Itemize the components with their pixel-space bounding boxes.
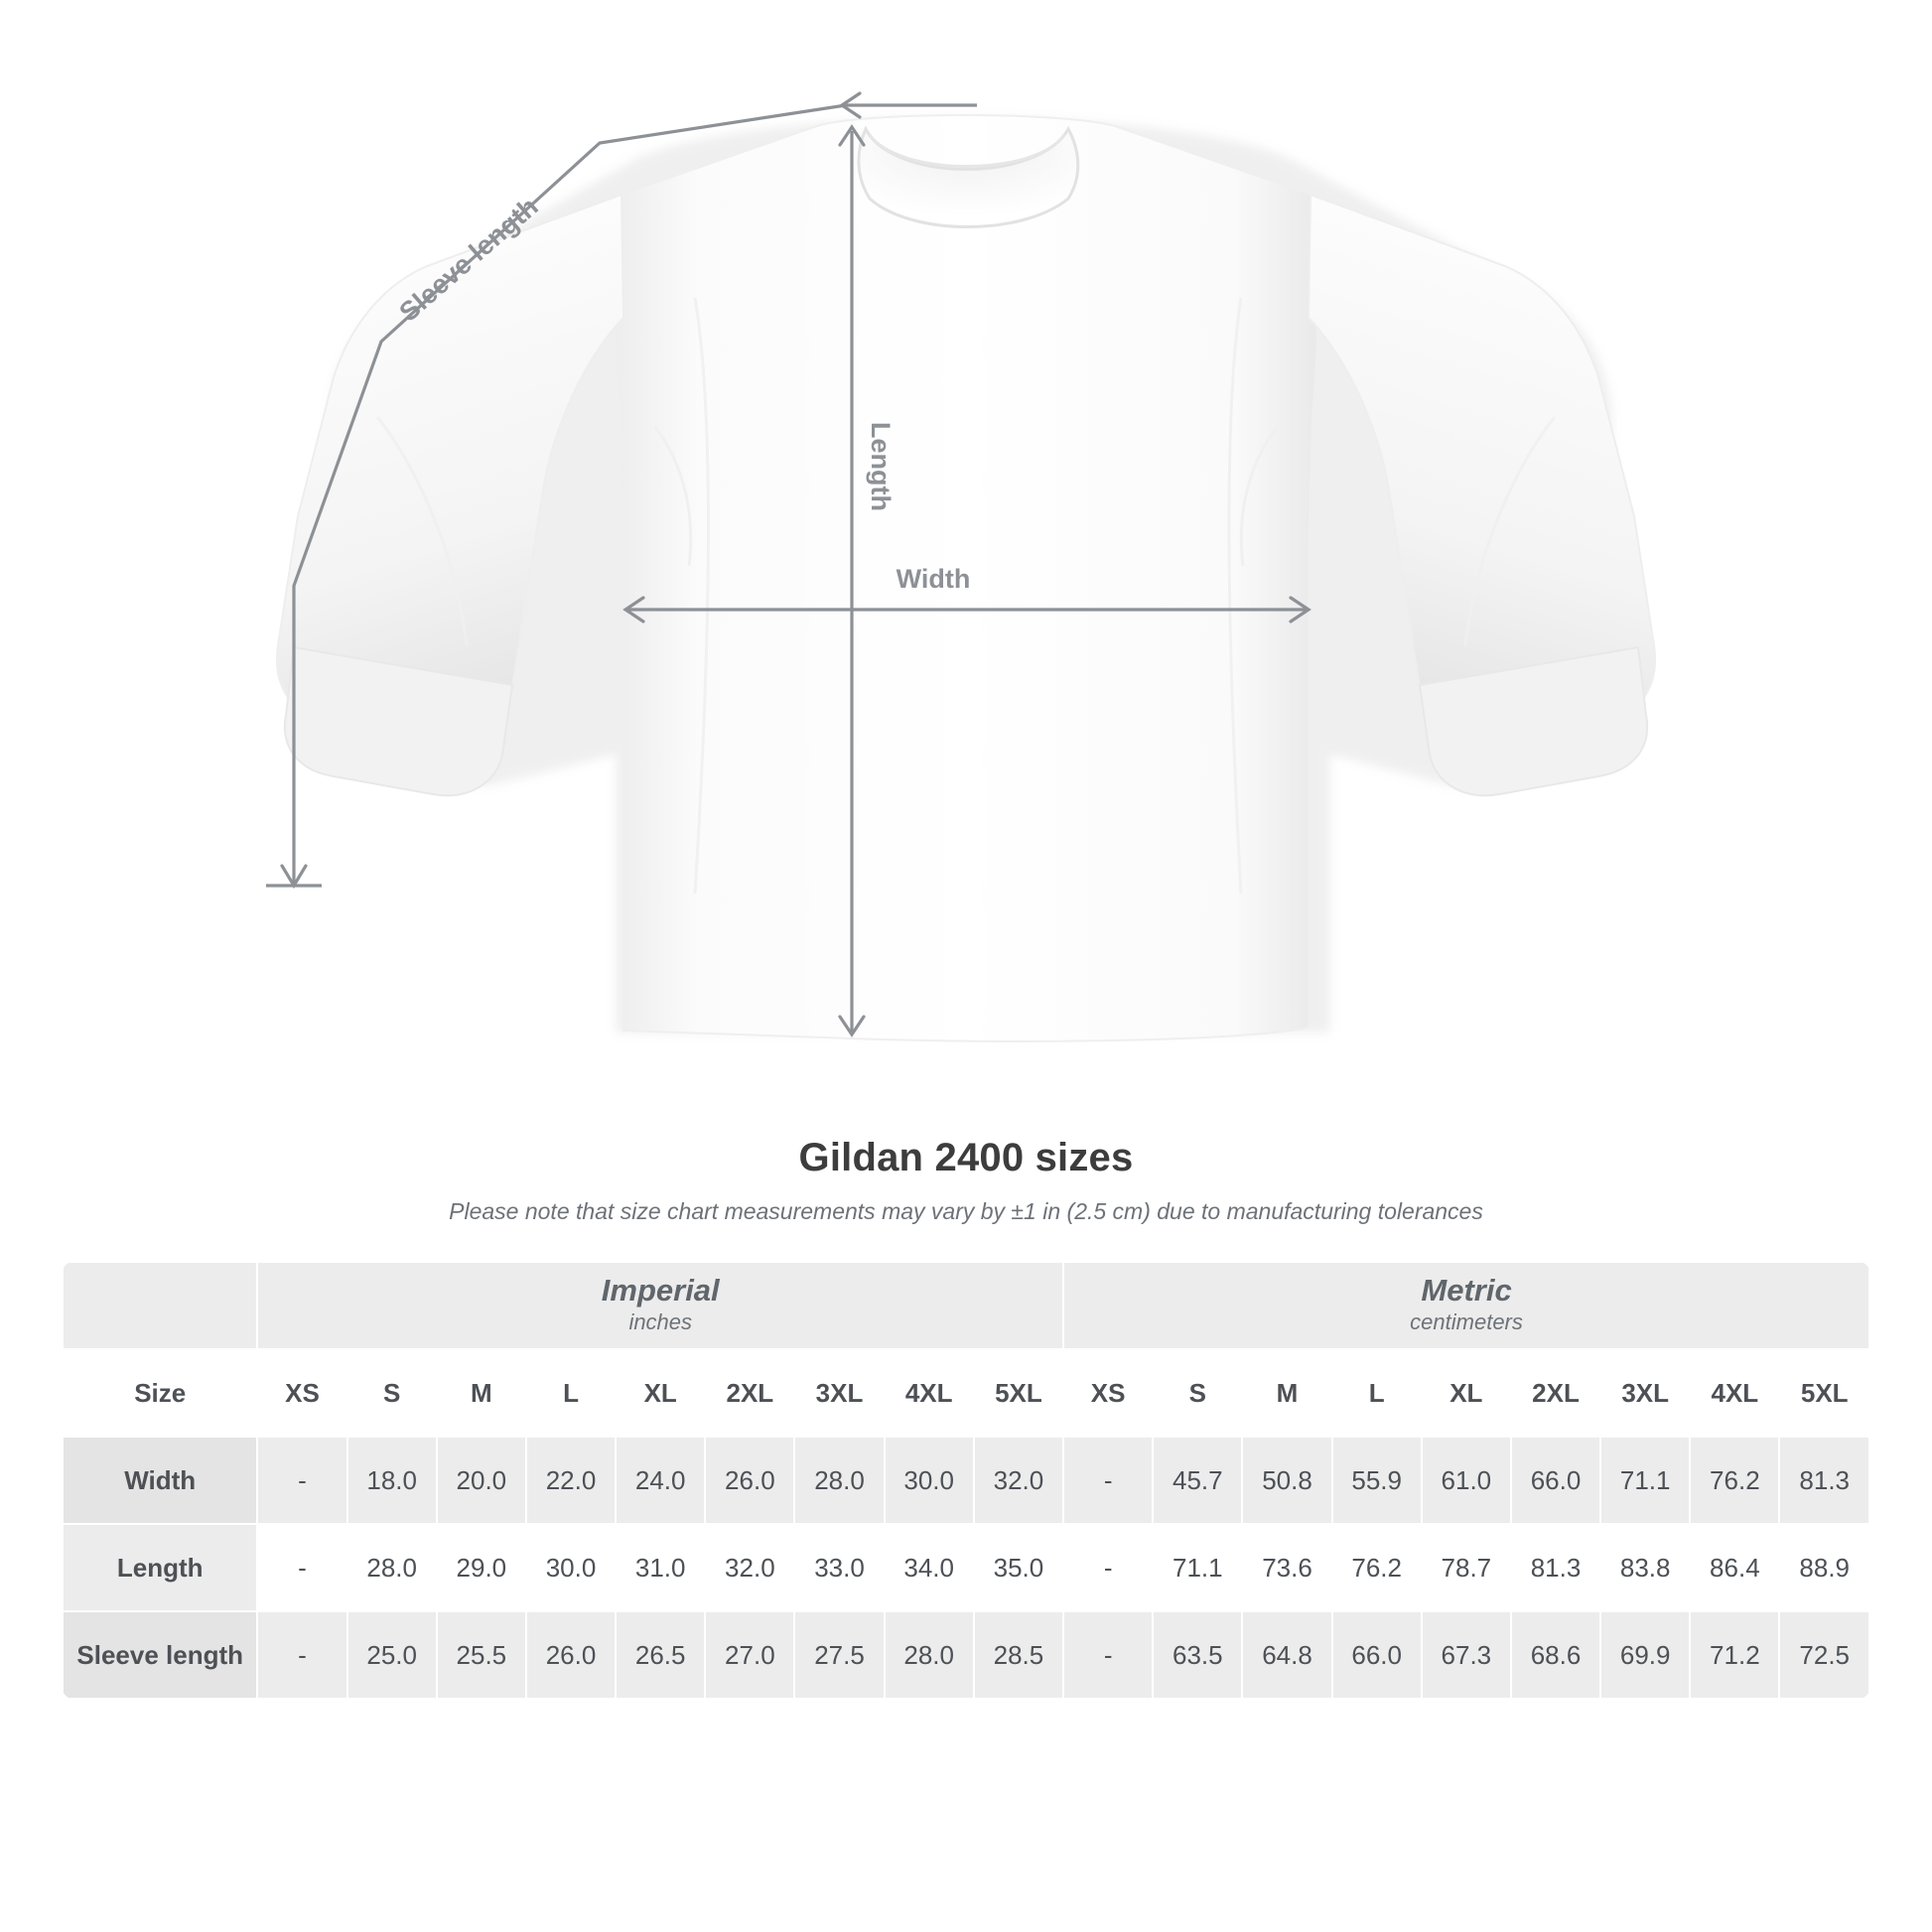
title-block — [0, 1136, 1932, 1225]
table-row — [63, 1437, 1869, 1524]
cell-sleeve-imp-5xl: 28.5 — [974, 1611, 1063, 1699]
cell-width-met-s: 45.7 — [1153, 1437, 1242, 1524]
size-col-imp-xs: XS — [257, 1349, 346, 1437]
cell-sleeve-met-xs: - — [1063, 1611, 1153, 1699]
size-col-met-m: M — [1242, 1349, 1331, 1437]
cell-sleeve-imp-m: 25.5 — [437, 1611, 526, 1699]
cell-length-imp-xl: 31.0 — [616, 1524, 705, 1611]
cell-width-imp-m: 20.0 — [437, 1437, 526, 1524]
cell-width-met-3xl: 71.1 — [1600, 1437, 1690, 1524]
cell-width-met-xl: 61.0 — [1422, 1437, 1511, 1524]
cell-length-imp-4xl: 34.0 — [885, 1524, 974, 1611]
unit-group-metric-sub: centimeters — [1410, 1310, 1523, 1335]
cell-sleeve-met-l: 66.0 — [1332, 1611, 1422, 1699]
cell-sleeve-imp-xs: - — [257, 1611, 346, 1699]
cell-width-met-xs: - — [1063, 1437, 1153, 1524]
cell-length-met-4xl: 86.4 — [1690, 1524, 1779, 1611]
cell-width-imp-xl: 24.0 — [616, 1437, 705, 1524]
cell-sleeve-imp-xl: 26.5 — [616, 1611, 705, 1699]
page-title: Gildan 2400 sizes — [798, 1136, 1134, 1179]
cell-length-imp-l: 30.0 — [526, 1524, 616, 1611]
cell-length-met-l: 76.2 — [1332, 1524, 1422, 1611]
cell-width-met-m: 50.8 — [1242, 1437, 1331, 1524]
size-col-met-2xl: 2XL — [1511, 1349, 1600, 1437]
cell-width-imp-s: 18.0 — [347, 1437, 437, 1524]
row-label-sleeve-length: Sleeve length — [63, 1611, 257, 1699]
size-col-met-xs: XS — [1063, 1349, 1153, 1437]
cell-length-met-m: 73.6 — [1242, 1524, 1331, 1611]
size-col-met-4xl: 4XL — [1690, 1349, 1779, 1437]
cell-length-imp-s: 28.0 — [347, 1524, 437, 1611]
table-corner — [63, 1262, 257, 1349]
cell-length-imp-2xl: 32.0 — [705, 1524, 794, 1611]
cell-width-imp-3xl: 28.0 — [794, 1437, 884, 1524]
unit-group-metric-name: Metric — [1421, 1272, 1512, 1308]
cell-sleeve-imp-4xl: 28.0 — [885, 1611, 974, 1699]
size-col-met-l: L — [1332, 1349, 1422, 1437]
cell-width-met-4xl: 76.2 — [1690, 1437, 1779, 1524]
unit-group-imperial-sub: inches — [628, 1310, 693, 1335]
label-length: Length — [866, 422, 896, 511]
row-label-length: Length — [63, 1524, 257, 1611]
size-col-met-5xl: 5XL — [1779, 1349, 1869, 1437]
size-col-imp-m: M — [437, 1349, 526, 1437]
cell-sleeve-imp-2xl: 27.0 — [705, 1611, 794, 1699]
size-col-imp-xl: XL — [616, 1349, 705, 1437]
cell-width-imp-l: 22.0 — [526, 1437, 616, 1524]
cell-length-imp-5xl: 35.0 — [974, 1524, 1063, 1611]
cell-width-imp-xs: - — [257, 1437, 346, 1524]
cell-length-imp-3xl: 33.0 — [794, 1524, 884, 1611]
cell-sleeve-met-m: 64.8 — [1242, 1611, 1331, 1699]
size-col-imp-5xl: 5XL — [974, 1349, 1063, 1437]
cell-width-met-5xl: 81.3 — [1779, 1437, 1869, 1524]
label-width: Width — [896, 564, 971, 594]
row-label-width: Width — [63, 1437, 257, 1524]
size-header-row — [63, 1349, 1869, 1437]
cell-length-imp-m: 29.0 — [437, 1524, 526, 1611]
size-col-imp-4xl: 4XL — [885, 1349, 974, 1437]
size-col-imp-3xl: 3XL — [794, 1349, 884, 1437]
cell-sleeve-met-2xl: 68.6 — [1511, 1611, 1600, 1699]
cell-length-met-xs: - — [1063, 1524, 1153, 1611]
size-col-imp-2xl: 2XL — [705, 1349, 794, 1437]
cell-width-imp-4xl: 30.0 — [885, 1437, 974, 1524]
size-table — [62, 1261, 1870, 1700]
size-table-wrapper — [62, 1261, 1870, 1700]
cell-sleeve-met-s: 63.5 — [1153, 1611, 1242, 1699]
cell-width-imp-5xl: 32.0 — [974, 1437, 1063, 1524]
table-row — [63, 1611, 1869, 1699]
table-row — [63, 1524, 1869, 1611]
size-col-met-s: S — [1153, 1349, 1242, 1437]
size-col-imp-l: L — [526, 1349, 616, 1437]
cell-sleeve-met-xl: 67.3 — [1422, 1611, 1511, 1699]
cell-sleeve-met-3xl: 69.9 — [1600, 1611, 1690, 1699]
cell-sleeve-imp-l: 26.0 — [526, 1611, 616, 1699]
size-col-met-3xl: 3XL — [1600, 1349, 1690, 1437]
tolerance-note: Please note that size chart measurements may vary by ±1 in (2.5 cm) due to manufacturing tolerances — [449, 1198, 1483, 1224]
cell-sleeve-imp-3xl: 27.5 — [794, 1611, 884, 1699]
cell-length-met-s: 71.1 — [1153, 1524, 1242, 1611]
unit-group-metric — [1063, 1262, 1869, 1349]
cell-sleeve-met-5xl: 72.5 — [1779, 1611, 1869, 1699]
size-header-label: Size — [63, 1349, 257, 1437]
cell-length-met-5xl: 88.9 — [1779, 1524, 1869, 1611]
cell-sleeve-imp-s: 25.0 — [347, 1611, 437, 1699]
cell-sleeve-met-4xl: 71.2 — [1690, 1611, 1779, 1699]
unit-group-row — [63, 1262, 1869, 1349]
unit-group-imperial-name: Imperial — [601, 1272, 720, 1308]
size-col-met-xl: XL — [1422, 1349, 1511, 1437]
cell-length-met-3xl: 83.8 — [1600, 1524, 1690, 1611]
cell-length-imp-xs: - — [257, 1524, 346, 1611]
cell-width-met-l: 55.9 — [1332, 1437, 1422, 1524]
cell-width-imp-2xl: 26.0 — [705, 1437, 794, 1524]
cell-width-met-2xl: 66.0 — [1511, 1437, 1600, 1524]
cell-length-met-xl: 78.7 — [1422, 1524, 1511, 1611]
unit-group-imperial — [257, 1262, 1063, 1349]
label-sleeve-length: Sleeve length — [393, 191, 544, 328]
size-col-imp-s: S — [347, 1349, 437, 1437]
cell-length-met-2xl: 81.3 — [1511, 1524, 1600, 1611]
